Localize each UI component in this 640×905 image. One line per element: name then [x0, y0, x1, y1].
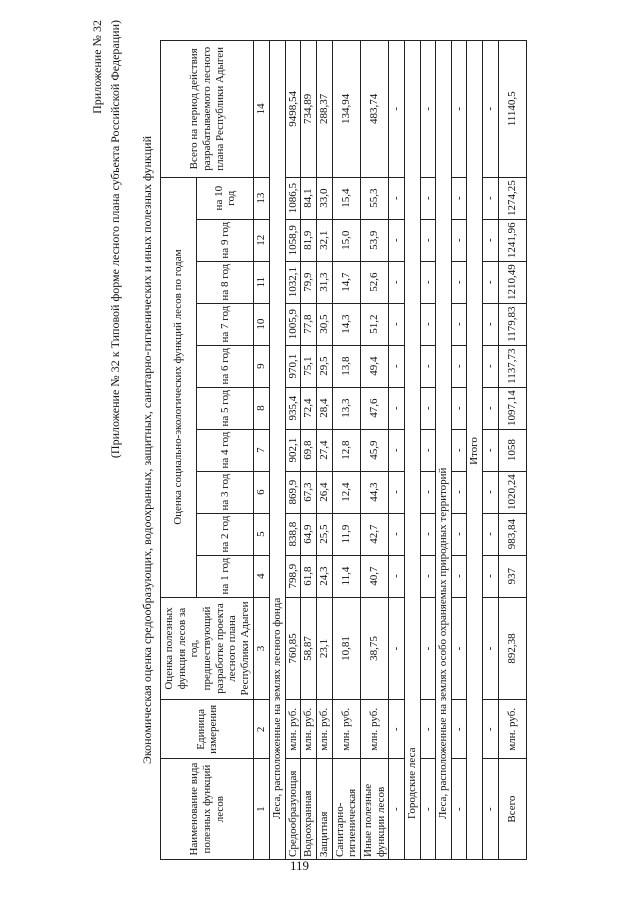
- row-year-value: 1058,9: [285, 219, 301, 261]
- row-year-value: 61,8: [301, 555, 317, 597]
- row-year-value: 902,1: [285, 429, 301, 471]
- dash-cell: -: [389, 177, 405, 219]
- row-year-value: 983,84: [498, 513, 526, 555]
- section-title-protected-areas: Леса, расположенные на землях особо охраняемых природных территорий: [436, 41, 452, 860]
- row-year-value: 11,9: [332, 513, 360, 555]
- header-unit: Единица измерения: [161, 700, 254, 759]
- row-year-value: 935,4: [285, 387, 301, 429]
- row-name: Всего: [498, 759, 526, 860]
- dash-cell: -: [451, 41, 467, 178]
- row-year-value: 11,4: [332, 555, 360, 597]
- row-year-value: 47,6: [360, 387, 388, 429]
- dash-cell: -: [483, 345, 499, 387]
- forest-functions-table: [160, 40, 527, 860]
- rotated-page: [90, 20, 530, 880]
- dash-cell: -: [451, 345, 467, 387]
- row-year-value: 49,4: [360, 345, 388, 387]
- header-year: на 8 год: [196, 261, 254, 303]
- dash-cell: -: [483, 555, 499, 597]
- row-unit: млн. руб.: [285, 700, 301, 759]
- row-year-value: 69,8: [301, 429, 317, 471]
- column-index: 9: [254, 345, 270, 387]
- row-year-value: 1020,24: [498, 471, 526, 513]
- section-title-urban-forests: Городские леса: [404, 41, 420, 860]
- row-year-value: 30,5: [317, 303, 333, 345]
- row-year-value: 12,4: [332, 471, 360, 513]
- dash-cell: -: [420, 555, 436, 597]
- row-prev: 58,87: [301, 597, 317, 700]
- row-prev: 760,85: [285, 597, 301, 700]
- row-year-value: 1274,25: [498, 177, 526, 219]
- dash-cell: -: [420, 700, 436, 759]
- dash-cell: -: [483, 41, 499, 178]
- column-index: 5: [254, 513, 270, 555]
- row-year-value: 838,8: [285, 513, 301, 555]
- dash-cell: -: [483, 429, 499, 471]
- dash-cell: -: [451, 597, 467, 700]
- row-prev: 38,75: [360, 597, 388, 700]
- dash-cell: -: [389, 597, 405, 700]
- row-name: Иные полезные функции лесов: [360, 759, 388, 860]
- row-year-value: 798,9: [285, 555, 301, 597]
- dash-cell: -: [389, 700, 405, 759]
- row-unit: млн. руб.: [301, 700, 317, 759]
- row-prev: 892,38: [498, 597, 526, 700]
- appendix-number: Приложение № 32: [90, 20, 104, 114]
- dash-cell: -: [389, 219, 405, 261]
- dash-cell: -: [483, 177, 499, 219]
- row-year-value: 77,8: [301, 303, 317, 345]
- dash-cell: -: [451, 261, 467, 303]
- row-year-value: 55,3: [360, 177, 388, 219]
- row-year-value: 32,1: [317, 219, 333, 261]
- column-index: 13: [254, 177, 270, 219]
- row-year-value: 67,3: [301, 471, 317, 513]
- row-year-value: 15,4: [332, 177, 360, 219]
- dash-cell: -: [420, 597, 436, 700]
- header-year: на 7 год: [196, 303, 254, 345]
- row-year-value: 44,3: [360, 471, 388, 513]
- column-index-row: [254, 41, 270, 860]
- row-year-value: 14,7: [332, 261, 360, 303]
- table-row: [360, 41, 388, 860]
- dash-cell: -: [420, 759, 436, 860]
- row-year-value: 869,9: [285, 471, 301, 513]
- column-index: 6: [254, 471, 270, 513]
- header-year: на 6 год: [196, 345, 254, 387]
- dash-cell: -: [451, 303, 467, 345]
- header-function-name: Наименование вида полезных функций лесов: [161, 759, 254, 860]
- document-title: Экономическая оценка средообразующих, водоохранных, защитных, санитарно-гигиенических и иных полезных функций: [140, 136, 154, 765]
- row-year-value: 1005,9: [285, 303, 301, 345]
- row-unit: млн. руб.: [332, 700, 360, 759]
- dash-cell: -: [483, 759, 499, 860]
- row-year-value: 27,4: [317, 429, 333, 471]
- column-index: 11: [254, 261, 270, 303]
- dash-cell: -: [389, 555, 405, 597]
- dash-cell: -: [483, 303, 499, 345]
- dash-cell: -: [389, 513, 405, 555]
- column-index: 7: [254, 429, 270, 471]
- column-index: 12: [254, 219, 270, 261]
- header-year: на 10 год: [196, 177, 254, 219]
- row-total: 9498,54: [285, 41, 301, 178]
- dash-cell: -: [389, 261, 405, 303]
- table-row: [285, 41, 301, 860]
- row-total: 11140,5: [498, 41, 526, 178]
- dash-cell: -: [483, 387, 499, 429]
- appendix-note: (Приложение № 32 к Типовой форме лесного плана субъекта Российской Федерации): [108, 20, 122, 459]
- dash-cell: -: [420, 345, 436, 387]
- row-year-value: 53,9: [360, 219, 388, 261]
- dash-cell: -: [483, 219, 499, 261]
- row-year-value: 31,3: [317, 261, 333, 303]
- section-title-total: Итого: [467, 41, 483, 860]
- row-year-value: 26,4: [317, 471, 333, 513]
- row-unit: млн. руб.: [498, 700, 526, 759]
- dash-cell: -: [420, 303, 436, 345]
- empty-row: [483, 41, 499, 860]
- row-year-value: 12,8: [332, 429, 360, 471]
- header-year: на 3 год: [196, 471, 254, 513]
- column-index: 2: [254, 700, 270, 759]
- row-unit: млн. руб.: [360, 700, 388, 759]
- row-name: Санитарно-гигиеническая: [332, 759, 360, 860]
- section-title-forest-fund: Леса, расположенные на землях лесного фонда: [270, 41, 286, 860]
- row-total: 734,89: [301, 41, 317, 178]
- row-prev: 23,1: [317, 597, 333, 700]
- row-year-value: 1032,1: [285, 261, 301, 303]
- header-prev-year: Оценка полезных функция лесов за год, предшествующий разработке проекта лесного плана Республики Адыгеи: [161, 597, 254, 700]
- dash-cell: -: [420, 429, 436, 471]
- dash-cell: -: [451, 387, 467, 429]
- row-year-value: 45,9: [360, 429, 388, 471]
- dash-cell: -: [389, 759, 405, 860]
- header-year: на 9 год: [196, 219, 254, 261]
- row-year-value: 13,8: [332, 345, 360, 387]
- row-year-value: 937: [498, 555, 526, 597]
- dash-cell: -: [420, 513, 436, 555]
- dash-cell: -: [483, 261, 499, 303]
- header-year: на 1 год: [196, 555, 254, 597]
- empty-row: [420, 41, 436, 860]
- row-year-value: 29,5: [317, 345, 333, 387]
- row-year-value: 52,6: [360, 261, 388, 303]
- dash-cell: -: [420, 219, 436, 261]
- header-year: на 2 год: [196, 513, 254, 555]
- row-year-value: 15,0: [332, 219, 360, 261]
- dash-cell: -: [451, 219, 467, 261]
- dash-cell: -: [420, 177, 436, 219]
- row-name: Защитная: [317, 759, 333, 860]
- row-year-value: 84,1: [301, 177, 317, 219]
- row-year-value: 1086,5: [285, 177, 301, 219]
- row-year-value: 1097,14: [498, 387, 526, 429]
- dash-cell: -: [420, 387, 436, 429]
- dash-cell: -: [420, 471, 436, 513]
- row-prev: 10,81: [332, 597, 360, 700]
- header-year: на 5 год: [196, 387, 254, 429]
- dash-cell: -: [389, 387, 405, 429]
- dash-cell: -: [451, 177, 467, 219]
- row-year-value: 75,1: [301, 345, 317, 387]
- row-year-value: 1137,73: [498, 345, 526, 387]
- row-year-value: 14,3: [332, 303, 360, 345]
- page-number: 119: [290, 858, 310, 873]
- row-year-value: 51,2: [360, 303, 388, 345]
- table-row: [332, 41, 360, 860]
- dash-cell: -: [389, 471, 405, 513]
- table-row: [301, 41, 317, 860]
- dash-cell: -: [451, 429, 467, 471]
- row-unit: млн. руб.: [317, 700, 333, 759]
- column-index: 1: [254, 759, 270, 860]
- dash-cell: -: [451, 700, 467, 759]
- dash-cell: -: [451, 471, 467, 513]
- row-year-value: 81,9: [301, 219, 317, 261]
- row-year-value: 1241,96: [498, 219, 526, 261]
- header-year: на 4 год: [196, 429, 254, 471]
- row-year-value: 33,0: [317, 177, 333, 219]
- row-year-value: 40,7: [360, 555, 388, 597]
- dash-cell: -: [451, 513, 467, 555]
- column-index: 10: [254, 303, 270, 345]
- header-total-period: Всего на период действия разрабатываемого лесного плана Республики Адыгеи: [161, 41, 254, 178]
- dash-cell: -: [389, 303, 405, 345]
- dash-cell: -: [389, 41, 405, 178]
- column-index: 14: [254, 41, 270, 178]
- dash-cell: -: [451, 759, 467, 860]
- dash-cell: -: [389, 345, 405, 387]
- row-year-value: 42,7: [360, 513, 388, 555]
- row-year-value: 13,3: [332, 387, 360, 429]
- row-year-value: 72,4: [301, 387, 317, 429]
- row-total: 288,37: [317, 41, 333, 178]
- column-index: 8: [254, 387, 270, 429]
- row-year-value: 970,1: [285, 345, 301, 387]
- row-year-value: 1179,83: [498, 303, 526, 345]
- row-name: Водоохранная: [301, 759, 317, 860]
- row-year-value: 79,9: [301, 261, 317, 303]
- dash-cell: -: [483, 597, 499, 700]
- empty-row: [389, 41, 405, 860]
- dash-cell: -: [483, 513, 499, 555]
- column-index: 3: [254, 597, 270, 700]
- dash-cell: -: [389, 429, 405, 471]
- row-year-value: 28,4: [317, 387, 333, 429]
- row-year-value: 25,5: [317, 513, 333, 555]
- dash-cell: -: [420, 261, 436, 303]
- total-row: [498, 41, 526, 860]
- row-name: Средообразующая: [285, 759, 301, 860]
- dash-cell: -: [420, 41, 436, 178]
- row-total: 483,74: [360, 41, 388, 178]
- dash-cell: -: [451, 555, 467, 597]
- empty-row: [451, 41, 467, 860]
- header-years-group: Оценка социально-экологических функций лесов по годам: [161, 177, 197, 597]
- row-total: 134,94: [332, 41, 360, 178]
- row-year-value: 64,9: [301, 513, 317, 555]
- dash-cell: -: [483, 471, 499, 513]
- column-index: 4: [254, 555, 270, 597]
- table-row: [317, 41, 333, 860]
- row-year-value: 24,3: [317, 555, 333, 597]
- dash-cell: -: [483, 700, 499, 759]
- row-year-value: 1058: [498, 429, 526, 471]
- row-year-value: 1210,49: [498, 261, 526, 303]
